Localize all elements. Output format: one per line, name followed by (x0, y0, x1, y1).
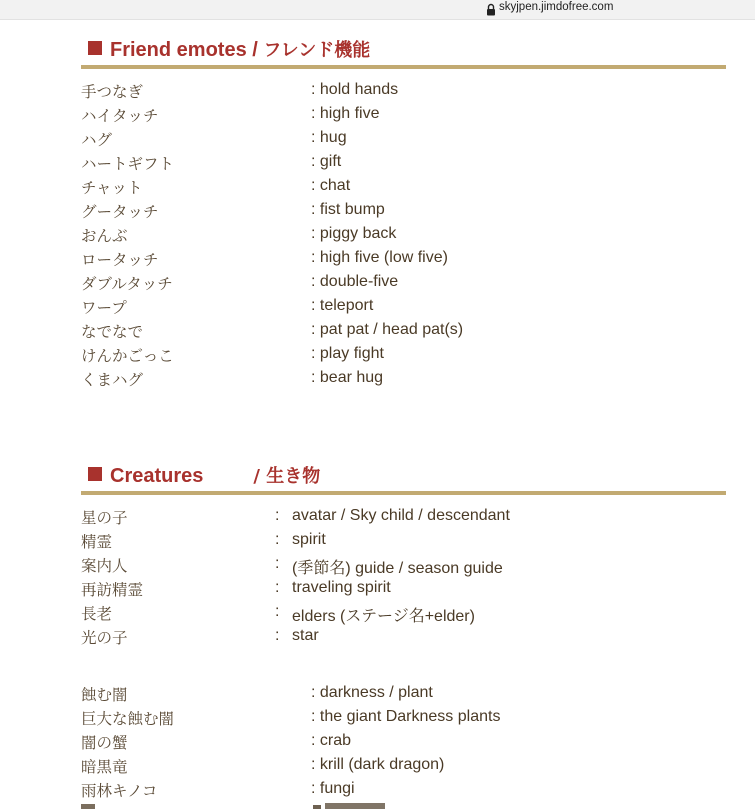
term-jp: 星の子 (81, 509, 128, 527)
term-en: : hold hands (311, 81, 399, 98)
term-jp: ハイタッチ (81, 107, 159, 125)
separator-colon: : (275, 627, 280, 644)
term-en: (季節名) guide / season guide (292, 560, 503, 577)
section-heading-creatures (88, 462, 320, 488)
term-en: : bear hug (311, 369, 384, 386)
term-jp: おんぶ (81, 227, 128, 245)
term-en: traveling spirit (292, 579, 391, 596)
term-jp: 巨大な蝕む闇 (81, 710, 175, 728)
section-divider (81, 491, 726, 495)
term-en: : fist bump (311, 201, 385, 218)
lock-icon (486, 3, 496, 16)
heading-title-en: Friend emotes / (110, 39, 264, 61)
separator-colon: : (275, 531, 280, 548)
separator-colon: : (275, 603, 280, 620)
address-url[interactable]: skyjpen.jimdofree.com (499, 1, 614, 13)
term-en: : krill (dark dragon) (311, 756, 445, 773)
clipped-list-item (81, 800, 461, 809)
section-divider (81, 65, 726, 69)
term-en: : hug (311, 129, 347, 146)
term-en: : double-five (311, 273, 399, 290)
term-jp: グータッチ (81, 203, 159, 221)
term-en: : teleport (311, 297, 374, 314)
term-en: : gift (311, 153, 342, 170)
term-jp: 精霊 (81, 533, 113, 551)
heading-square-icon (88, 467, 102, 481)
term-en: : crab (311, 732, 352, 749)
term-jp: ワープ (81, 299, 127, 317)
term-en: elders (ステージ名+elder) (292, 608, 475, 625)
term-en: : chat (311, 177, 351, 194)
browser-address-bar[interactable] (0, 0, 755, 20)
term-jp: 蝕む闇 (81, 686, 128, 704)
separator-colon: : (275, 507, 280, 524)
clipped-text-fragment (325, 803, 385, 809)
term-jp: ロータッチ (81, 251, 159, 269)
heading-square-icon (88, 41, 102, 55)
term-jp: 案内人 (81, 557, 128, 575)
term-jp: けんかごっこ (81, 347, 174, 365)
term-jp: 雨林キノコ (81, 782, 158, 800)
section-heading-friend-emotes (88, 36, 370, 62)
term-en: : play fight (311, 345, 384, 362)
term-en: : pat pat / head pat(s) (311, 321, 464, 338)
heading-title-jp: フレンド機能 (263, 40, 371, 61)
term-jp: なでなで (81, 323, 144, 341)
term-jp: 再訪精霊 (81, 581, 144, 599)
term-en: spirit (292, 531, 326, 548)
heading-title-en: Creatures (110, 465, 204, 487)
term-jp: 暗黒竜 (81, 758, 128, 776)
heading-title-jp: / 生き物 (253, 466, 321, 487)
term-en: avatar / Sky child / descendant (292, 507, 510, 524)
term-en: : the giant Darkness plants (311, 708, 501, 725)
term-jp: くまハグ (81, 371, 144, 389)
term-jp: 長老 (81, 605, 113, 623)
term-jp: チャット (81, 179, 143, 197)
term-en: : fungi (311, 780, 355, 797)
term-jp: 闇の蟹 (81, 734, 128, 752)
separator-colon: : (275, 579, 280, 596)
term-en: : high five (311, 105, 380, 122)
term-en: : piggy back (311, 225, 397, 242)
term-en: : high five (low five) (311, 249, 448, 266)
clipped-text-fragment (313, 805, 321, 809)
term-jp: ハグ (81, 131, 113, 149)
separator-colon: : (275, 555, 280, 572)
term-jp: 手つなぎ (81, 83, 144, 101)
term-jp: 光の子 (81, 629, 128, 647)
term-jp: ダブルタッチ (81, 275, 173, 293)
term-jp: ハートギフト (81, 155, 175, 173)
term-en: : darkness / plant (311, 684, 433, 701)
term-en: star (292, 627, 319, 644)
clipped-text-fragment (81, 804, 95, 809)
